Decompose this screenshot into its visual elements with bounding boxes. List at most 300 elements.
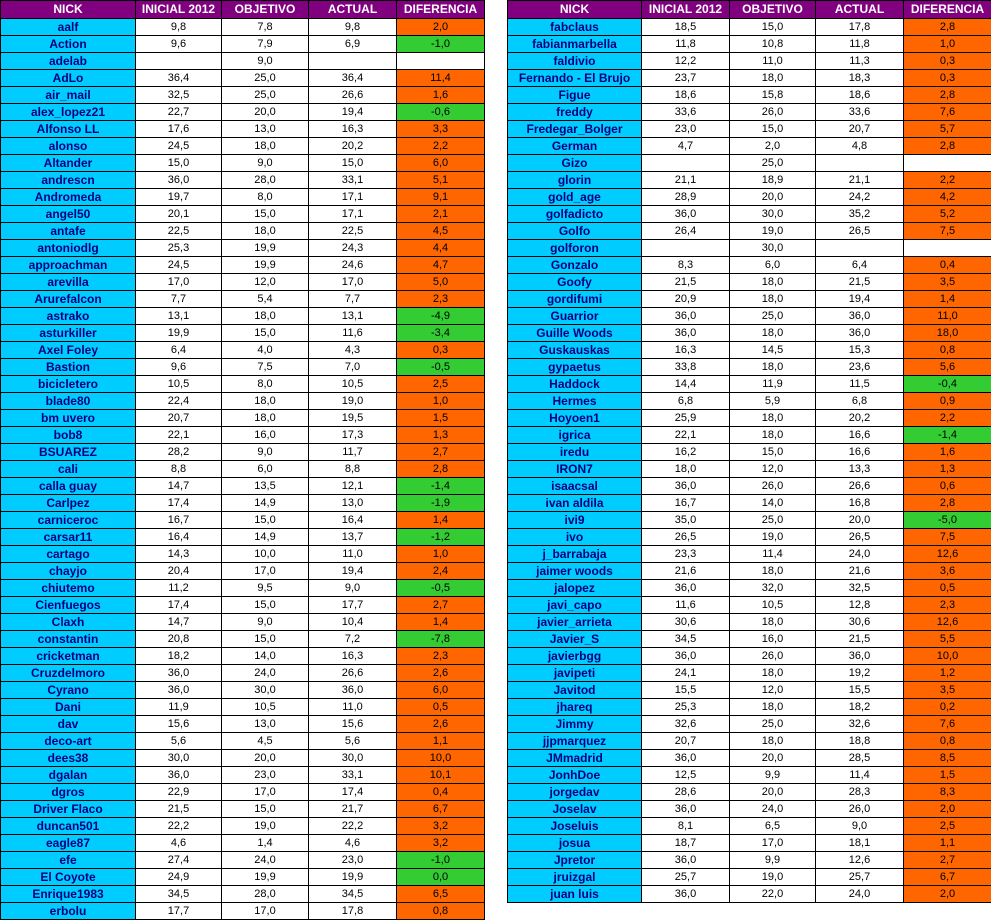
- diferencia-cell: 2,0: [904, 886, 991, 903]
- inicial-cell: 33,8: [642, 359, 730, 376]
- diferencia-cell: 2,8: [904, 495, 991, 512]
- inicial-cell: 21,5: [642, 274, 730, 291]
- nick-cell: carniceroc: [1, 512, 136, 529]
- actual-cell: 4,8: [816, 138, 904, 155]
- objetivo-cell: 19,9: [222, 240, 309, 257]
- actual-cell: 26,0: [816, 801, 904, 818]
- actual-cell: 13,0: [309, 495, 397, 512]
- table-row: [508, 750, 991, 767]
- objetivo-cell: 11,9: [730, 376, 816, 393]
- table-row: [1, 410, 485, 427]
- objetivo-cell: 13,0: [222, 121, 309, 138]
- actual-cell: 13,7: [309, 529, 397, 546]
- diferencia-cell: 2,4: [397, 563, 485, 580]
- table-row: [508, 563, 991, 580]
- objetivo-cell: 9,0: [222, 444, 309, 461]
- table-row: [1, 546, 485, 563]
- nick-cell: Gizo: [508, 155, 642, 172]
- header-row: [1, 1, 485, 19]
- objetivo-cell: 24,0: [222, 665, 309, 682]
- diferencia-cell: 1,1: [397, 733, 485, 750]
- actual-cell: 33,6: [816, 104, 904, 121]
- objetivo-cell: 19,9: [222, 257, 309, 274]
- inicial-cell: 18,5: [642, 19, 730, 36]
- table-row: [508, 597, 991, 614]
- inicial-cell: 36,4: [136, 70, 222, 87]
- table-row: [1, 563, 485, 580]
- diferencia-cell: 10,1: [397, 767, 485, 784]
- nick-cell: AdLo: [1, 70, 136, 87]
- inicial-cell: 14,7: [136, 614, 222, 631]
- nick-cell: Cruzdelmoro: [1, 665, 136, 682]
- table-row: [1, 104, 485, 121]
- nick-cell: freddy: [508, 104, 642, 121]
- diferencia-cell: 2,2: [904, 172, 991, 189]
- objetivo-cell: 6,0: [730, 257, 816, 274]
- actual-cell: 9,0: [816, 818, 904, 835]
- table-row: [1, 886, 485, 903]
- table-row: [1, 767, 485, 784]
- nick-cell: Arurefalcon: [1, 291, 136, 308]
- objetivo-cell: 15,0: [730, 444, 816, 461]
- diferencia-cell: 0,3: [904, 53, 991, 70]
- diferencia-cell: -3,4: [397, 325, 485, 342]
- inicial-cell: 6,8: [642, 393, 730, 410]
- inicial-cell: 32,5: [136, 87, 222, 104]
- diferencia-cell: 0,8: [904, 342, 991, 359]
- diferencia-cell: 6,7: [904, 869, 991, 886]
- inicial-cell: 16,4: [136, 529, 222, 546]
- table-row: [1, 699, 485, 716]
- actual-cell: 32,6: [816, 716, 904, 733]
- objetivo-cell: 25,0: [730, 155, 816, 172]
- diferencia-cell: 7,5: [904, 529, 991, 546]
- nick-cell: JMmadrid: [508, 750, 642, 767]
- inicial-cell: 36,0: [642, 750, 730, 767]
- objetivo-cell: 20,0: [222, 750, 309, 767]
- inicial-cell: 11,2: [136, 580, 222, 597]
- inicial-cell: 12,2: [642, 53, 730, 70]
- nick-cell: alex_lopez21: [1, 104, 136, 121]
- objetivo-cell: 18,0: [222, 223, 309, 240]
- inicial-cell: 20,1: [136, 206, 222, 223]
- diferencia-cell: 1,3: [397, 427, 485, 444]
- objetivo-cell: 4,5: [222, 733, 309, 750]
- nick-cell: ivo: [508, 529, 642, 546]
- nick-cell: josua: [508, 835, 642, 852]
- nick-cell: Action: [1, 36, 136, 53]
- inicial-cell: 25,9: [642, 410, 730, 427]
- objetivo-cell: 18,0: [730, 291, 816, 308]
- table-row: [508, 359, 991, 376]
- nick-cell: juan luis: [508, 886, 642, 903]
- inicial-cell: 19,9: [136, 325, 222, 342]
- inicial-cell: 21,5: [136, 801, 222, 818]
- diferencia-cell: 5,6: [904, 359, 991, 376]
- col-diferencia: DIFERENCIA: [397, 1, 485, 19]
- actual-cell: 16,6: [816, 444, 904, 461]
- inicial-cell: 23,3: [642, 546, 730, 563]
- objetivo-cell: 28,0: [222, 886, 309, 903]
- actual-cell: 36,0: [309, 682, 397, 699]
- actual-cell: 24,0: [816, 886, 904, 903]
- diferencia-cell: 2,2: [904, 410, 991, 427]
- inicial-cell: 26,5: [642, 529, 730, 546]
- nick-cell: javi_capo: [508, 597, 642, 614]
- objetivo-cell: 11,0: [730, 53, 816, 70]
- inicial-cell: [642, 240, 730, 257]
- nick-cell: Gonzalo: [508, 257, 642, 274]
- actual-cell: 33,1: [309, 767, 397, 784]
- diferencia-cell: 2,8: [397, 461, 485, 478]
- nick-cell: golforon: [508, 240, 642, 257]
- objetivo-cell: 25,0: [730, 308, 816, 325]
- diferencia-cell: 5,7: [904, 121, 991, 138]
- actual-cell: 18,2: [816, 699, 904, 716]
- table-row: [508, 852, 991, 869]
- table-row: [508, 648, 991, 665]
- inicial-cell: 20,8: [136, 631, 222, 648]
- actual-cell: 36,0: [816, 648, 904, 665]
- objetivo-cell: 18,0: [730, 70, 816, 87]
- objetivo-cell: 17,0: [222, 784, 309, 801]
- table-row: [1, 682, 485, 699]
- nick-cell: Guskauskas: [508, 342, 642, 359]
- objetivo-cell: 9,0: [222, 155, 309, 172]
- actual-cell: 20,2: [309, 138, 397, 155]
- nick-cell: jalopez: [508, 580, 642, 597]
- actual-cell: 17,1: [309, 189, 397, 206]
- nick-cell: Joseluis: [508, 818, 642, 835]
- diferencia-cell: [904, 240, 991, 257]
- table-row: [508, 155, 991, 172]
- nick-cell: efe: [1, 852, 136, 869]
- col-nick: NICK: [1, 1, 136, 19]
- table-row: [1, 274, 485, 291]
- table-row: [1, 427, 485, 444]
- inicial-cell: 36,0: [642, 308, 730, 325]
- diferencia-cell: -1,4: [904, 427, 991, 444]
- nick-cell: aalf: [1, 19, 136, 36]
- diferencia-cell: 0,2: [904, 699, 991, 716]
- table-row: [1, 121, 485, 138]
- nick-cell: Haddock: [508, 376, 642, 393]
- inicial-cell: 16,2: [642, 444, 730, 461]
- actual-cell: 24,6: [309, 257, 397, 274]
- diferencia-cell: 0,4: [904, 257, 991, 274]
- objetivo-cell: 15,0: [730, 121, 816, 138]
- diferencia-cell: 0,6: [904, 478, 991, 495]
- actual-cell: 19,9: [309, 869, 397, 886]
- nick-cell: dav: [1, 716, 136, 733]
- nick-cell: Fredegar_Bolger: [508, 121, 642, 138]
- nick-cell: Cienfuegos: [1, 597, 136, 614]
- table-row: [508, 427, 991, 444]
- table-row: [1, 835, 485, 852]
- inicial-cell: 4,6: [136, 835, 222, 852]
- actual-cell: 24,0: [816, 546, 904, 563]
- diferencia-cell: 8,5: [904, 750, 991, 767]
- diferencia-cell: 1,4: [397, 614, 485, 631]
- nick-cell: approachman: [1, 257, 136, 274]
- inicial-cell: 30,6: [642, 614, 730, 631]
- diferencia-cell: 4,7: [397, 257, 485, 274]
- actual-cell: 4,6: [309, 835, 397, 852]
- col-actual: ACTUAL: [816, 1, 904, 19]
- objetivo-cell: 17,0: [730, 835, 816, 852]
- nick-cell: Bastion: [1, 359, 136, 376]
- objetivo-cell: 12,0: [222, 274, 309, 291]
- nick-cell: Claxh: [1, 614, 136, 631]
- diferencia-cell: 2,0: [904, 801, 991, 818]
- actual-cell: 17,8: [816, 19, 904, 36]
- table-row: [508, 325, 991, 342]
- nick-cell: gordifumi: [508, 291, 642, 308]
- objetivo-cell: 9,5: [222, 580, 309, 597]
- inicial-cell: 36,0: [136, 172, 222, 189]
- objetivo-cell: 8,0: [222, 376, 309, 393]
- inicial-cell: 24,1: [642, 665, 730, 682]
- diferencia-cell: -4,9: [397, 308, 485, 325]
- actual-cell: 16,8: [816, 495, 904, 512]
- inicial-cell: 18,2: [136, 648, 222, 665]
- diferencia-cell: 3,3: [397, 121, 485, 138]
- actual-cell: 9,8: [309, 19, 397, 36]
- inicial-cell: 25,3: [642, 699, 730, 716]
- table-row: [508, 835, 991, 852]
- actual-cell: 33,1: [309, 172, 397, 189]
- inicial-cell: 8,1: [642, 818, 730, 835]
- inicial-cell: 36,0: [642, 325, 730, 342]
- diferencia-cell: 2,5: [397, 376, 485, 393]
- table-row: [508, 376, 991, 393]
- nick-cell: calla guay: [1, 478, 136, 495]
- diferencia-cell: 3,2: [397, 835, 485, 852]
- nick-cell: jorgedav: [508, 784, 642, 801]
- actual-cell: 11,0: [309, 546, 397, 563]
- nick-cell: andrescn: [1, 172, 136, 189]
- actual-cell: [309, 53, 397, 70]
- diferencia-cell: 2,8: [904, 87, 991, 104]
- table-row: [508, 580, 991, 597]
- table-row: [508, 291, 991, 308]
- objetivo-cell: 12,0: [730, 461, 816, 478]
- actual-cell: 13,1: [309, 308, 397, 325]
- actual-cell: 11,8: [816, 36, 904, 53]
- inicial-cell: 14,3: [136, 546, 222, 563]
- objetivo-cell: 30,0: [730, 206, 816, 223]
- diferencia-cell: -7,8: [397, 631, 485, 648]
- table-row: [508, 308, 991, 325]
- table-row: [508, 682, 991, 699]
- nick-cell: Hermes: [508, 393, 642, 410]
- table-row: [1, 733, 485, 750]
- nick-cell: Golfo: [508, 223, 642, 240]
- objetivo-cell: 9,0: [222, 53, 309, 70]
- diferencia-cell: 1,5: [904, 767, 991, 784]
- diferencia-cell: 7,5: [904, 223, 991, 240]
- inicial-cell: 11,6: [642, 597, 730, 614]
- objetivo-cell: 19,0: [730, 529, 816, 546]
- objetivo-cell: 18,0: [730, 359, 816, 376]
- actual-cell: 24,2: [816, 189, 904, 206]
- table-row: [508, 206, 991, 223]
- nick-cell: German: [508, 138, 642, 155]
- table-row: [1, 342, 485, 359]
- table-row: [1, 478, 485, 495]
- nick-cell: Altander: [1, 155, 136, 172]
- table-row: [1, 801, 485, 818]
- nick-cell: jaimer woods: [508, 563, 642, 580]
- actual-cell: 28,3: [816, 784, 904, 801]
- diferencia-cell: -5,0: [904, 512, 991, 529]
- table-row: [1, 495, 485, 512]
- table-row: [508, 274, 991, 291]
- objetivo-cell: 20,0: [730, 750, 816, 767]
- inicial-cell: 18,6: [642, 87, 730, 104]
- table-row: [1, 19, 485, 36]
- nick-cell: Alfonso LL: [1, 121, 136, 138]
- nick-cell: eagle87: [1, 835, 136, 852]
- nick-cell: Javitod: [508, 682, 642, 699]
- table-row: [508, 512, 991, 529]
- objetivo-cell: 18,0: [730, 427, 816, 444]
- nick-cell: IRON7: [508, 461, 642, 478]
- actual-cell: 21,5: [816, 274, 904, 291]
- objetivo-cell: 18,0: [730, 325, 816, 342]
- nick-cell: javierbgg: [508, 648, 642, 665]
- diferencia-cell: 1,5: [397, 410, 485, 427]
- table-row: [508, 189, 991, 206]
- diferencia-cell: 2,3: [397, 291, 485, 308]
- table-row: [1, 206, 485, 223]
- diferencia-cell: 2,6: [397, 716, 485, 733]
- inicial-cell: 21,1: [642, 172, 730, 189]
- table-row: [508, 801, 991, 818]
- inicial-cell: 5,6: [136, 733, 222, 750]
- table-row: [508, 104, 991, 121]
- col-inicial: INICIAL 2012: [136, 1, 222, 19]
- diferencia-cell: 1,0: [397, 393, 485, 410]
- actual-cell: 18,1: [816, 835, 904, 852]
- table-row: [1, 376, 485, 393]
- objetivo-cell: 24,0: [730, 801, 816, 818]
- actual-cell: 6,9: [309, 36, 397, 53]
- inicial-cell: 15,0: [136, 155, 222, 172]
- objetivo-cell: 7,5: [222, 359, 309, 376]
- inicial-cell: 10,5: [136, 376, 222, 393]
- inicial-cell: 22,5: [136, 223, 222, 240]
- diferencia-cell: 2,7: [904, 852, 991, 869]
- actual-cell: 34,5: [309, 886, 397, 903]
- objetivo-cell: 9,9: [730, 852, 816, 869]
- objetivo-cell: 20,0: [222, 104, 309, 121]
- nick-cell: bob8: [1, 427, 136, 444]
- objetivo-cell: 17,0: [222, 903, 309, 920]
- diferencia-cell: 4,5: [397, 223, 485, 240]
- inicial-cell: 11,8: [642, 36, 730, 53]
- table-row: [508, 87, 991, 104]
- inicial-cell: 13,1: [136, 308, 222, 325]
- table-row: [508, 342, 991, 359]
- table-row: [508, 444, 991, 461]
- table-row: [508, 767, 991, 784]
- nick-cell: angel50: [1, 206, 136, 223]
- table-row: [508, 53, 991, 70]
- inicial-cell: 22,9: [136, 784, 222, 801]
- objetivo-cell: 15,0: [730, 19, 816, 36]
- actual-cell: 15,3: [816, 342, 904, 359]
- actual-cell: 30,0: [309, 750, 397, 767]
- actual-cell: 6,4: [816, 257, 904, 274]
- inicial-cell: 22,4: [136, 393, 222, 410]
- nick-cell: jhareq: [508, 699, 642, 716]
- nick-cell: glorin: [508, 172, 642, 189]
- actual-cell: 19,4: [309, 563, 397, 580]
- objetivo-cell: 9,0: [222, 614, 309, 631]
- objetivo-cell: 18,0: [730, 699, 816, 716]
- table-row: [1, 750, 485, 767]
- inicial-cell: 7,7: [136, 291, 222, 308]
- inicial-cell: 19,7: [136, 189, 222, 206]
- actual-cell: 11,3: [816, 53, 904, 70]
- objetivo-cell: 15,8: [730, 87, 816, 104]
- table-row: [1, 631, 485, 648]
- table-row: [508, 733, 991, 750]
- nick-cell: arevilla: [1, 274, 136, 291]
- table-row: [508, 223, 991, 240]
- objetivo-cell: 19,0: [730, 223, 816, 240]
- diferencia-cell: -0,4: [904, 376, 991, 393]
- actual-cell: 21,5: [816, 631, 904, 648]
- actual-cell: 17,1: [309, 206, 397, 223]
- inicial-cell: 36,0: [642, 478, 730, 495]
- actual-cell: 23,6: [816, 359, 904, 376]
- nick-cell: Hoyoen1: [508, 410, 642, 427]
- diferencia-cell: 12,6: [904, 546, 991, 563]
- actual-cell: 16,3: [309, 121, 397, 138]
- diferencia-cell: 0,8: [397, 903, 485, 920]
- diferencia-cell: 7,6: [904, 716, 991, 733]
- actual-cell: 18,3: [816, 70, 904, 87]
- table-row: [508, 19, 991, 36]
- inicial-cell: 35,0: [642, 512, 730, 529]
- inicial-cell: 34,5: [642, 631, 730, 648]
- table-row: [1, 325, 485, 342]
- inicial-cell: 20,7: [136, 410, 222, 427]
- actual-cell: 11,7: [309, 444, 397, 461]
- objetivo-cell: 5,4: [222, 291, 309, 308]
- objetivo-cell: 13,5: [222, 478, 309, 495]
- objetivo-cell: 14,9: [222, 529, 309, 546]
- inicial-cell: 36,0: [642, 886, 730, 903]
- actual-cell: 20,7: [816, 121, 904, 138]
- diferencia-cell: -1,0: [397, 852, 485, 869]
- table-row: [1, 665, 485, 682]
- objetivo-cell: 15,0: [222, 801, 309, 818]
- objetivo-cell: 24,0: [222, 852, 309, 869]
- actual-cell: 15,6: [309, 716, 397, 733]
- right-handicap-table: [507, 0, 991, 903]
- inicial-cell: 28,2: [136, 444, 222, 461]
- objetivo-cell: 18,0: [222, 138, 309, 155]
- actual-cell: 26,6: [309, 665, 397, 682]
- inicial-cell: 9,8: [136, 19, 222, 36]
- diferencia-cell: -1,2: [397, 529, 485, 546]
- table-row: [1, 172, 485, 189]
- diferencia-cell: 6,0: [397, 155, 485, 172]
- objetivo-cell: 16,0: [222, 427, 309, 444]
